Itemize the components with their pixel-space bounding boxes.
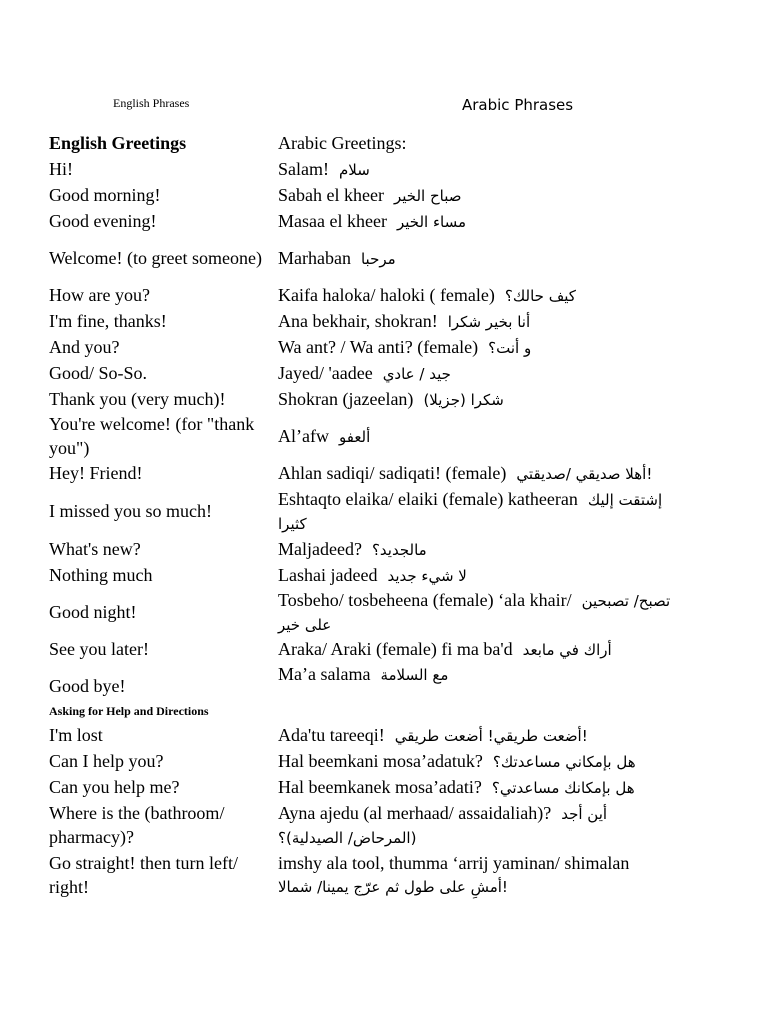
- arabic-phrase: سلام: [339, 160, 370, 179]
- table-row: [44, 722, 759, 748]
- english-phrase: Good bye!: [49, 676, 126, 696]
- arabic-phrase: هل بإمكاني مساعدتك؟: [492, 752, 636, 771]
- english-phrases-header: English Phrases: [113, 96, 190, 110]
- english-phrase: How are you?: [49, 285, 150, 305]
- english-phrase: Nothing much: [49, 565, 153, 585]
- transliteration: Shokran (jazeelan): [278, 388, 414, 409]
- transliteration: Al’afw: [278, 425, 329, 446]
- arabic-phrase-continued: (المرحاض/ الصيدلية)؟: [278, 828, 417, 847]
- english-phrase: You're welcome! (for "thank you"): [49, 414, 255, 458]
- transliteration: Salam!: [278, 158, 329, 179]
- english-phrase: I'm lost: [49, 725, 103, 745]
- transliteration: Masaa el kheer: [278, 210, 387, 231]
- table-row: [44, 182, 759, 208]
- transliteration: Ana bekhair, shokran!: [278, 310, 438, 331]
- arabic-phrase: إشتقت إليك: [587, 490, 663, 509]
- transliteration: Lashai jadeed: [278, 564, 378, 585]
- table-row: [44, 662, 759, 700]
- arabic-phrase: لا شيء جديد: [387, 566, 467, 585]
- arabic-phrase: مع السلامة: [380, 666, 449, 684]
- table-row: [44, 748, 759, 774]
- table-row: [44, 800, 759, 850]
- arabic-phrase: كيف حالك؟: [504, 286, 576, 305]
- english-phrase: Welcome! (to greet someone): [49, 248, 262, 268]
- table-row: [44, 386, 759, 412]
- table-row: [44, 774, 759, 800]
- english-phrase: Hi!: [49, 159, 73, 179]
- arabic-phrase: هل بإمكانك مساعدتي؟: [491, 778, 635, 797]
- table-row: [44, 282, 759, 308]
- english-phrase: I'm fine, thanks!: [49, 311, 167, 331]
- table-row: [44, 308, 759, 334]
- table-row: [44, 156, 759, 182]
- english-phrase: What's new?: [49, 539, 141, 559]
- transliteration: Wa ant? / Wa anti? (female): [278, 336, 479, 357]
- arabic-phrase: أين أجد: [561, 804, 608, 823]
- arabic-phrase: أنا بخير شكرا: [447, 312, 531, 331]
- table-row: [44, 334, 759, 360]
- arabic-greetings-heading: Arabic Greetings:: [278, 133, 407, 153]
- table-row: [44, 208, 759, 234]
- table-row: [44, 486, 759, 536]
- table-row: [44, 460, 759, 486]
- greetings-header-row: [44, 130, 759, 156]
- transliteration: Marhaban: [278, 247, 351, 268]
- transliteration: Kaifa haloka/ haloki ( female): [278, 284, 495, 305]
- arabic-phrase: صباح الخير: [393, 186, 462, 205]
- arabic-phrase: جيد / عادي: [382, 364, 451, 383]
- arabic-phrase: أراك في مابعد: [522, 640, 612, 659]
- table-row: [44, 360, 759, 386]
- table-row: [44, 588, 759, 636]
- transliteration: imshy ala tool, thumma ‘arrij yaminan/ shimalan: [278, 853, 630, 873]
- transliteration: Ada'tu tareeqi!: [278, 724, 385, 745]
- section-heading-row: [44, 700, 759, 722]
- table-row: [44, 536, 759, 562]
- english-phrase: Go straight! then turn left/ right!: [49, 853, 238, 897]
- arabic-phrase: ألعفو: [338, 427, 371, 446]
- arabic-phrase: مالجديد؟: [371, 540, 427, 559]
- transliteration: Hal beemkani mosa’adatuk?: [278, 750, 483, 771]
- transliteration: Hal beemkanek mosa’adati?: [278, 776, 482, 797]
- help-section-heading: Asking for Help and Directions: [49, 704, 209, 718]
- transliteration: Tosbeho/ tosbeheena (female) ‘ala khair/: [278, 589, 572, 610]
- english-phrase: Can you help me?: [49, 777, 180, 797]
- table-row: [44, 636, 759, 662]
- english-phrase: Thank you (very much)!: [49, 389, 226, 409]
- arabic-phrase: مرحبا: [360, 249, 396, 268]
- english-phrase: Good/ So-So.: [49, 363, 148, 383]
- arabic-phrase: !أهلا صديقي /صديقتي: [516, 464, 653, 483]
- transliteration: Araka/ Araki (female) fi ma ba'd: [278, 638, 513, 659]
- table-row: [44, 850, 759, 900]
- arabic-phrase-continued: على خير: [278, 615, 332, 634]
- table-row: [44, 562, 759, 588]
- phrase-table: [44, 130, 759, 900]
- transliteration: Jayed/ 'aadee: [278, 362, 373, 383]
- transliteration: Eshtaqto elaika/ elaiki (female) katheeran: [278, 488, 578, 509]
- arabic-phrases-header: Arabic Phrases: [462, 96, 574, 114]
- arabic-phrase: !أضعت طريقي! أضعت طريقي: [394, 726, 588, 745]
- transliteration: Sabah el kheer: [278, 184, 384, 205]
- english-phrase: Where is the (bathroom/ pharmacy)?: [49, 803, 225, 847]
- arabic-phrase: شكرا (جزيلا): [423, 390, 504, 409]
- english-greetings-heading: English Greetings: [49, 133, 187, 153]
- transliteration: Ayna ajedu (al merhaad/ assaidaliah)?: [278, 802, 552, 823]
- table-row: [44, 412, 759, 460]
- arabic-phrase: مساء الخير: [396, 212, 466, 231]
- english-phrase: And you?: [49, 337, 120, 357]
- arabic-phrase-continued: كثيرا: [278, 514, 307, 533]
- english-phrase: I missed you so much!: [49, 501, 212, 521]
- english-phrase: Good morning!: [49, 185, 161, 205]
- english-phrase: Good night!: [49, 602, 137, 622]
- table-row: [44, 234, 759, 282]
- english-phrase: Good evening!: [49, 211, 157, 231]
- transliteration: Ahlan sadiqi/ sadiqati! (female): [278, 462, 507, 483]
- english-phrase: See you later!: [49, 639, 149, 659]
- english-phrase: Hey! Friend!: [49, 463, 143, 483]
- arabic-phrase: !أمشِ على طول ثم عرّج يمينا/ شمالا: [278, 878, 508, 896]
- transliteration: Ma’a salama: [278, 664, 371, 684]
- transliteration: Maljadeed?: [278, 538, 362, 559]
- arabic-phrase: و أنت؟: [488, 338, 532, 357]
- english-phrase: Can I help you?: [49, 751, 164, 771]
- arabic-phrase: تصبح/ تصبحين: [581, 591, 671, 610]
